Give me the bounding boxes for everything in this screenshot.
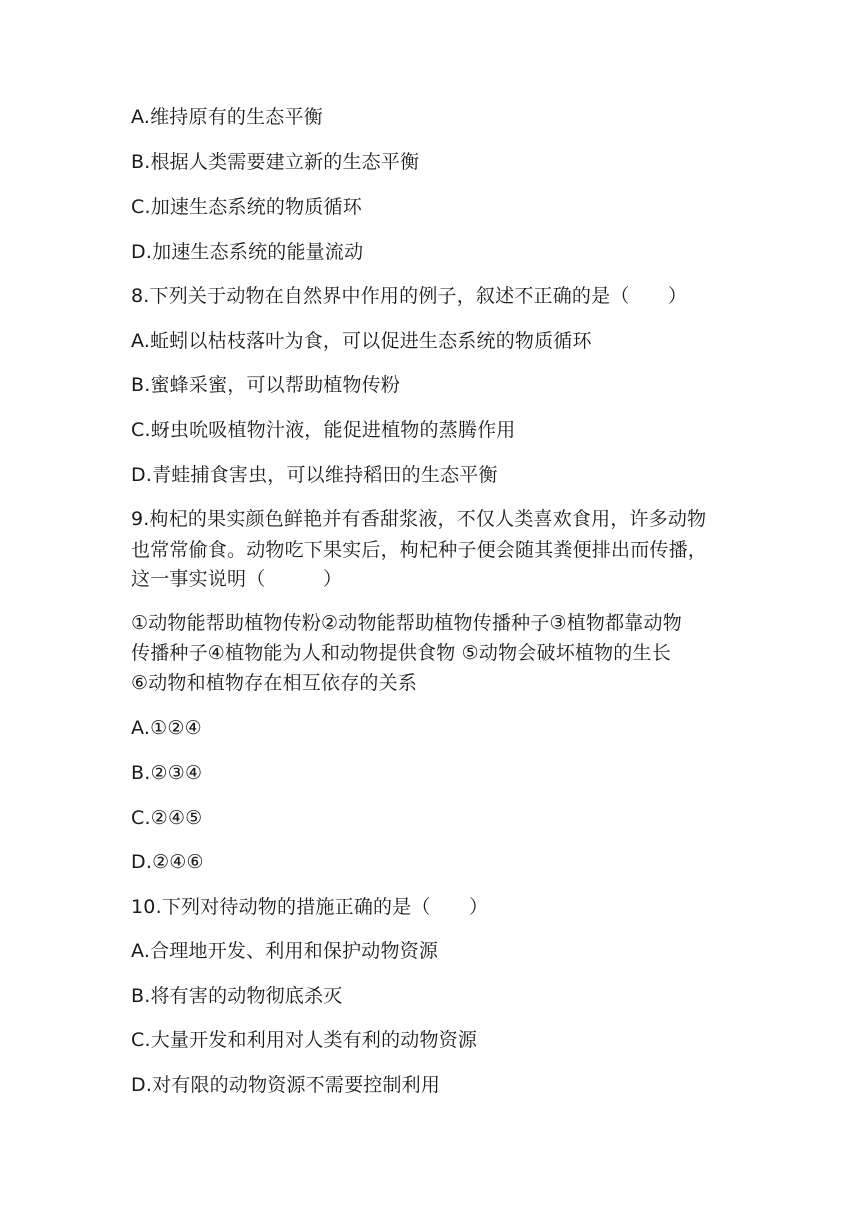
q10-option-b: B.将有害的动物彻底杀灭	[131, 985, 343, 1007]
q10-option-c: C.大量开发和利用对人类有利的动物资源	[131, 1029, 478, 1051]
q9-stem-line-3: 这一事实说明（ ）	[131, 568, 343, 590]
q7-option-b: B.根据人类需要建立新的生态平衡	[131, 151, 420, 173]
q8-stem: 8.下列关于动物在自然界中作用的例子，叙述不正确的是（ ）	[131, 285, 688, 307]
q10-option-d: D.对有限的动物资源不需要控制利用	[131, 1074, 441, 1096]
q8-option-d: D.青蛙捕食害虫，可以维持稻田的生态平衡	[131, 464, 498, 486]
q10-option-a: A.合理地开发、利用和保护动物资源	[131, 940, 439, 962]
q9-statements-line-1: ①动物能帮助植物传粉②动物能帮助植物传播种子③植物都靠动物	[131, 612, 682, 634]
q7-option-c: C.加速生态系统的物质循环	[131, 196, 362, 218]
q8-option-a: A.蚯蚓以枯枝落叶为食，可以促进生态系统的物质循环	[131, 330, 592, 352]
q9-option-c: C.②④⑤	[131, 807, 203, 829]
q8-option-c: C.蚜虫吮吸植物汁液，能促进植物的蒸腾作用	[131, 419, 516, 441]
q9-option-b: B.②③④	[131, 762, 203, 784]
q10-stem: 10.下列对待动物的措施正确的是（ ）	[131, 896, 489, 918]
q9-option-d: D.②④⑥	[131, 851, 204, 873]
q9-statements-line-3: ⑥动物和植物存在相互依存的关系	[131, 672, 418, 694]
q8-option-b: B.蜜蜂采蜜，可以帮助植物传粉	[131, 374, 401, 396]
q9-stem-line-1: 9.枸杞的果实颜色鲜艳并有香甜浆液，不仅人类喜欢食用，许多动物	[131, 508, 707, 530]
q9-statements-line-2: 传播种子④植物能为人和动物提供食物 ⑤动物会破坏植物的生长	[131, 642, 671, 664]
q7-option-a: A.维持原有的生态平衡	[131, 106, 323, 128]
q9-option-a: A.①②④	[131, 717, 202, 739]
q9-stem-line-2: 也常常偷食。动物吃下果实后，枸杞种子便会随其粪便排出而传播，	[131, 539, 708, 561]
q7-option-d: D.加速生态系统的能量流动	[131, 241, 364, 263]
